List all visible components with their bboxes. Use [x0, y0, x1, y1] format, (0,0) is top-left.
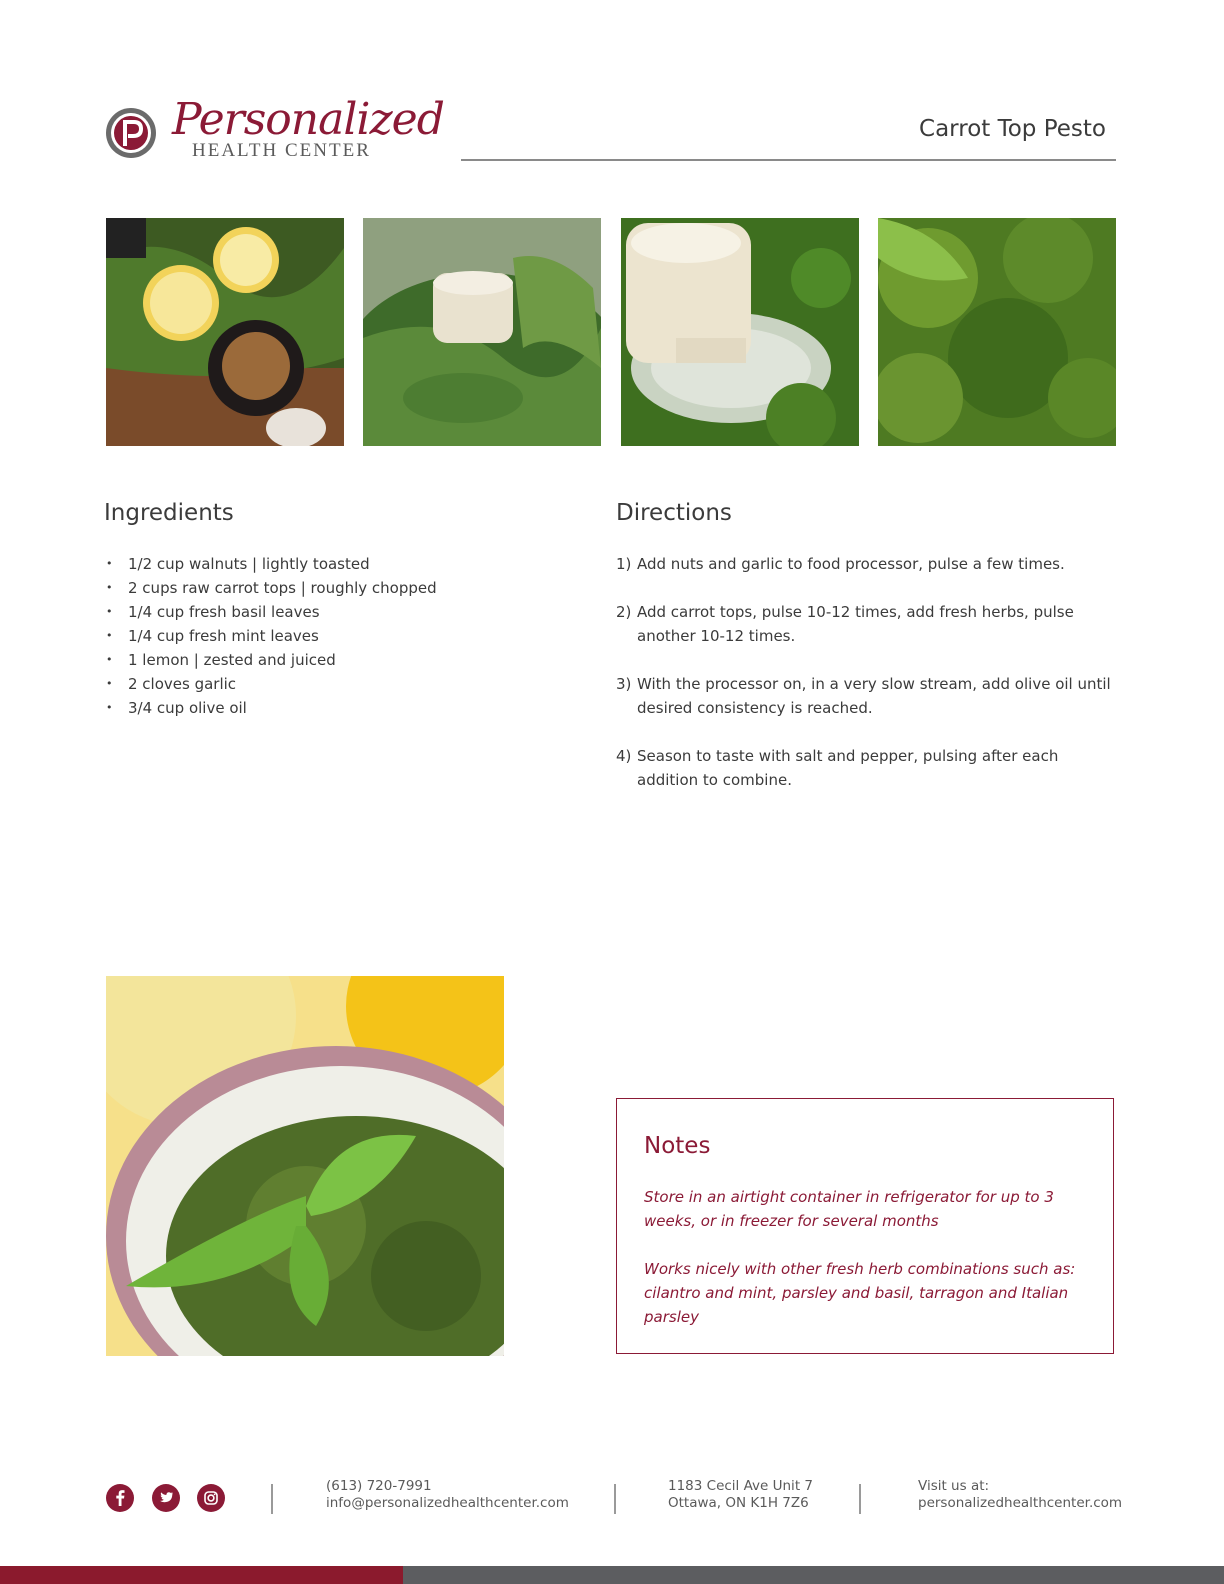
logo-subtitle: HEALTH CENTER	[192, 140, 371, 161]
footer-divider	[614, 1484, 616, 1514]
twitter-icon[interactable]	[152, 1484, 180, 1512]
bullet-icon: •	[106, 653, 113, 666]
title-divider	[461, 159, 1116, 161]
footer-website-link[interactable]: personalizedhealthcenter.com	[918, 1495, 1123, 1511]
bullet-icon: •	[106, 557, 113, 570]
ingredient-text: 1/2 cup walnuts | lightly toasted	[128, 555, 370, 573]
bullet-icon: •	[106, 701, 113, 714]
step-number: 4)	[616, 747, 632, 765]
list-item	[104, 648, 574, 672]
logo-wordmark: Personalized	[172, 94, 444, 145]
direction-step	[616, 672, 1116, 720]
direction-step	[616, 744, 1116, 792]
step-number: 3)	[616, 675, 632, 693]
directions-list	[616, 552, 1116, 816]
facebook-icon[interactable]	[106, 1484, 134, 1512]
step-number: 2)	[616, 603, 632, 621]
footer-bar-accent	[0, 1566, 403, 1584]
ingredient-text: 2 cloves garlic	[128, 675, 237, 693]
step-text: Season to taste with salt and pepper, pulsing after each addition to combine.	[637, 747, 1059, 789]
ingredients-heading: Ingredients	[104, 500, 234, 526]
direction-step	[616, 600, 1116, 648]
note-text: Works nicely with other fresh herb combinations such as: cilantro and mint, parsley and basil, tarragon and Italian parsley	[644, 1260, 1076, 1326]
photo-herbs-processor	[363, 218, 601, 446]
footer-visit-label: Visit us at:	[918, 1478, 990, 1494]
instagram-icon[interactable]	[197, 1484, 225, 1512]
ingredient-text: 3/4 cup olive oil	[128, 699, 247, 717]
ingredient-text: 1/4 cup fresh basil leaves	[128, 603, 320, 621]
step-text: With the processor on, in a very slow stream, add olive oil until desired consistency is reached.	[637, 675, 1111, 717]
footer-divider	[271, 1484, 273, 1514]
logo-mark-icon	[104, 106, 158, 160]
list-item	[104, 672, 574, 696]
ingredient-text: 1/4 cup fresh mint leaves	[128, 627, 319, 645]
photo-finished-pesto	[106, 976, 504, 1356]
step-number: 1)	[616, 555, 632, 573]
bullet-icon: •	[106, 677, 113, 690]
step-text: Add carrot tops, pulse 10-12 times, add fresh herbs, pulse another 10-12 times.	[637, 603, 1074, 645]
ingredient-text: 1 lemon | zested and juiced	[128, 651, 336, 669]
note-text: Store in an airtight container in refrigerator for up to 3 weeks, or in freezer for several months	[644, 1188, 1054, 1230]
direction-step	[616, 552, 1116, 576]
list-item	[104, 576, 574, 600]
photo-chopped-herbs	[621, 218, 859, 446]
footer-email[interactable]: info@personalizedhealthcenter.com	[326, 1495, 569, 1511]
list-item	[104, 600, 574, 624]
bullet-icon: •	[106, 581, 113, 594]
list-item	[104, 624, 574, 648]
ingredients-list	[104, 552, 574, 720]
footer-bar	[403, 1566, 1224, 1584]
notes-box	[616, 1098, 1114, 1354]
footer-address-line1: 1183 Cecil Ave Unit 7	[668, 1478, 813, 1494]
brand-logo	[104, 94, 444, 164]
list-item	[104, 696, 574, 720]
notes-heading: Notes	[644, 1133, 711, 1159]
directions-heading: Directions	[616, 500, 732, 526]
ingredient-text: 2 cups raw carrot tops | roughly chopped	[128, 579, 437, 597]
page-title: Carrot Top Pesto	[919, 116, 1106, 142]
bullet-icon: •	[106, 629, 113, 642]
footer-divider	[859, 1484, 861, 1514]
step-text: Add nuts and garlic to food processor, pulse a few times.	[637, 555, 1065, 573]
footer-phone[interactable]: (613) 720-7991	[326, 1478, 432, 1494]
list-item	[104, 552, 574, 576]
photo-ingredients	[106, 218, 344, 446]
photo-pesto-closeup	[878, 218, 1116, 446]
bullet-icon: •	[106, 605, 113, 618]
footer-address-line2: Ottawa, ON K1H 7Z6	[668, 1495, 809, 1511]
